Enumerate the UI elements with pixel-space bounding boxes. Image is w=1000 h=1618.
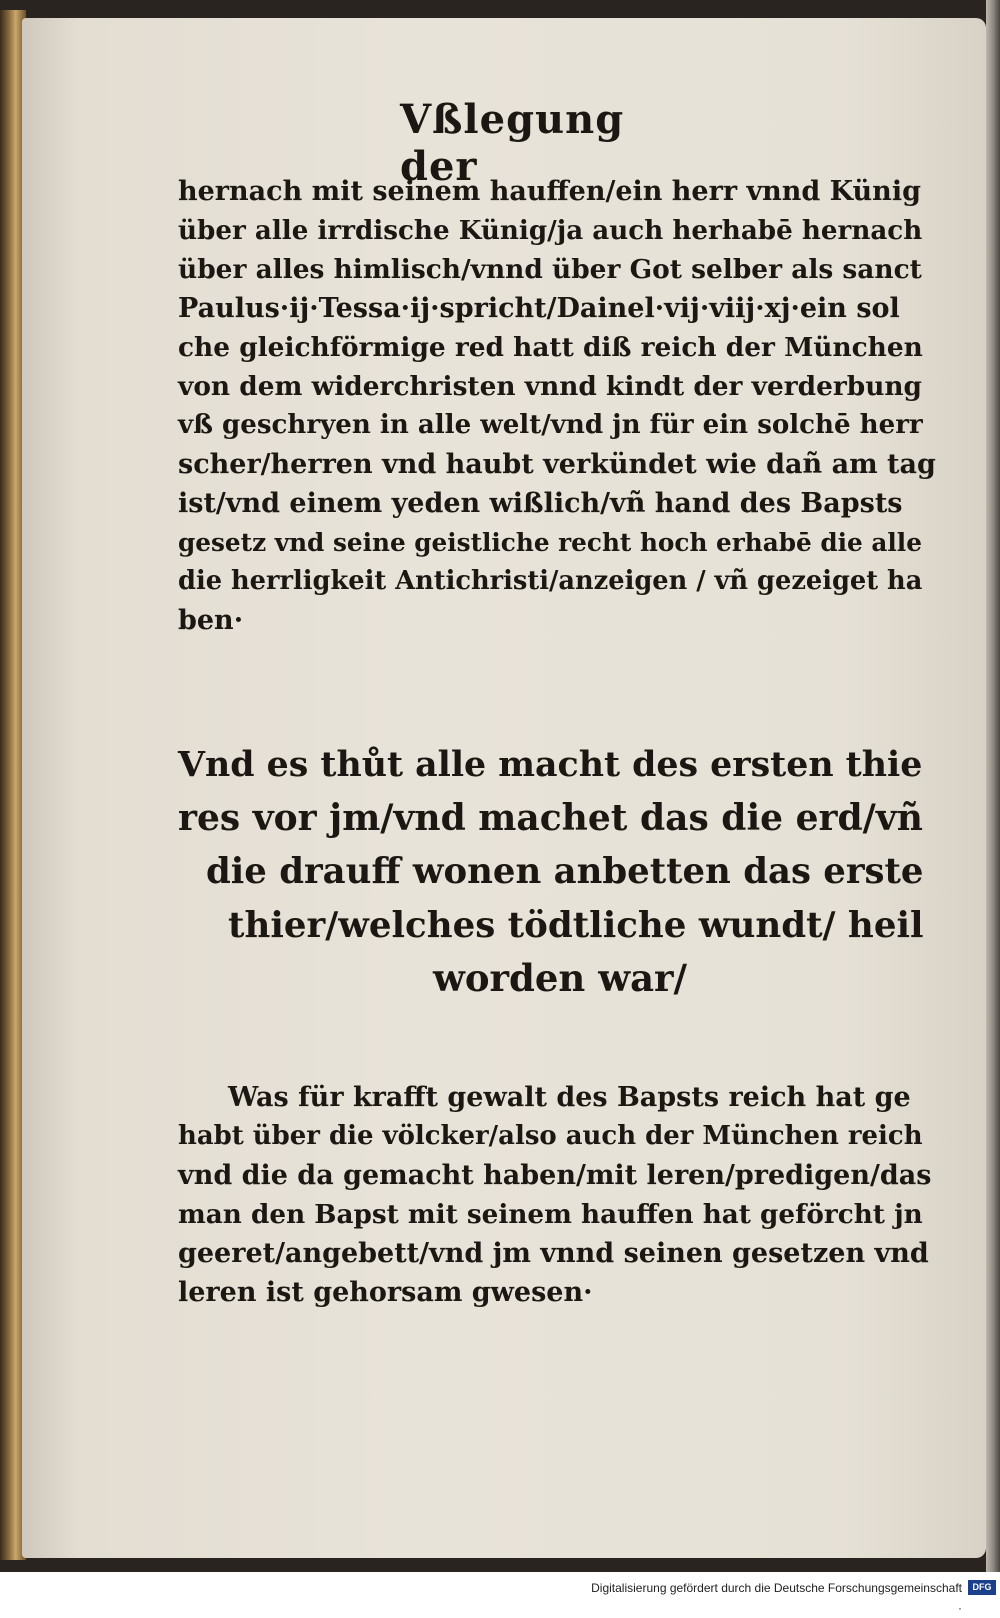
text-line: von dem widerchristen vnnd kindt der verderbung [178,371,922,402]
running-head: Vßlegung der [400,96,625,190]
dfg-logo: DFG [968,1580,996,1595]
text-line: Paulus·ij·Tessa·ij·spricht/Dainel·vij·viij·xj·ein sol [178,293,900,324]
text-line: gesetz vnd seine geistliche recht hoch erhabē die alle [178,528,922,557]
text-line: ben· [178,605,244,636]
text-line: man den Bapst mit seinem hauffen hat geförcht jn [178,1199,923,1230]
text-line: über alle irrdische Künig/ja auch herhabē hernach [178,215,923,246]
text-line: geeret/angebett/vnd jm vnnd seinen gesetzen vnd [178,1238,929,1269]
paragraph-2 [178,1078,938,1312]
heading-line: worden war/ [433,956,688,1000]
heading-line: Vnd es thůt alle macht des ersten thie [178,744,923,785]
text-line: vß geschryen in alle welt/vnd jn für ein solchē herr [178,410,923,440]
text-line: habt über die völcker/also auch der München reich [178,1121,923,1151]
text-line: Was für krafft gewalt des Bapsts reich hat ge [228,1082,911,1113]
verse-heading [178,738,938,1006]
paragraph-1 [178,172,938,640]
heading-line: res vor jm/vnd machet das die erd/vñ [178,796,923,839]
text-line: die herrligkeit Antichristi/anzeigen / vñ gezeiget ha [178,566,923,596]
text-line: che gleichförmige red hatt diß reich der München [178,332,923,363]
text-line: über alles himlisch/vnnd über Got selber als sanct [178,254,922,285]
text-line: hernach mit seinem hauffen/ein herr vnnd Künig [178,176,921,207]
page-edge [986,0,1000,1572]
text-line: vnd die da gemacht haben/mit leren/predigen/das [178,1160,932,1191]
text-line: ist/vnd einem yeden wißlich/vñ hand des Bapsts [178,488,903,519]
heading-line: thier/welches tödtliche wundt/ heil [228,904,924,946]
text-line: leren ist gehorsam gwesen· [178,1277,593,1308]
heading-line: die drauff wonen anbetten das erste [206,851,924,892]
text-line: scher/herren vnd haubt verkündet wie dañ am tag [178,449,936,480]
digitization-footer [590,1578,1000,1615]
footer-text: Digitalisierung gefördert durch die Deutsche Forschungsgemeinschaft · [591,1581,962,1615]
